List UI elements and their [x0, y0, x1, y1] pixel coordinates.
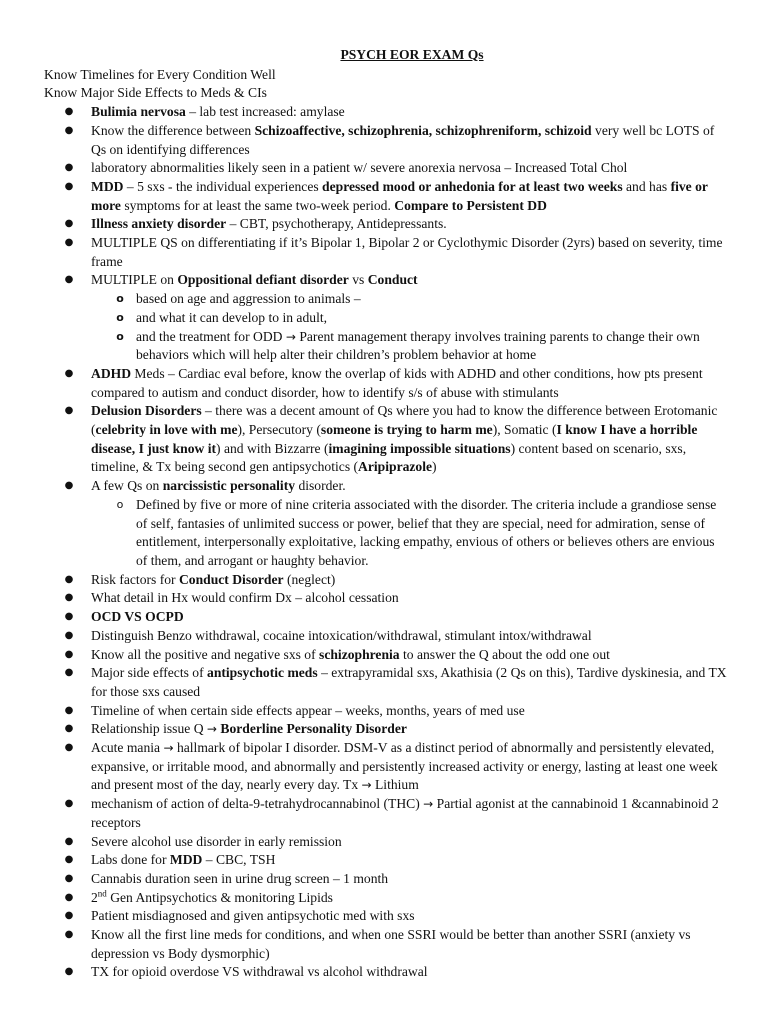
list-item: ● Know the difference between Schizoaffective, schizophrenia, schizophreniform, schizoid very well bc LOTS of Qs on identifying differences: [64, 122, 715, 157]
list-item: ● Labs done for MDD – CBC, TSH: [44, 851, 728, 870]
sub-list-item: o and what it can develop to in adult,: [91, 309, 728, 328]
sub-bullet-icon: o: [116, 310, 124, 324]
bullet-icon: ●: [64, 611, 74, 623]
bullet-icon: ●: [64, 723, 74, 735]
bullet-icon: ●: [64, 667, 74, 679]
sub-list-item: o and the treatment for ODD → Parent management therapy involves training parents to change their own behaviors which will help alter their children’s problem behavior at home: [91, 328, 728, 365]
bullet-icon: ●: [64, 704, 74, 716]
bullet-icon: ●: [64, 162, 74, 174]
arrow-icon: →: [285, 329, 296, 344]
sub-bullet-icon: o: [116, 292, 124, 306]
intro-line: Know Major Side Effects to Meds & CIs: [44, 85, 267, 101]
list-item: ● Patient misdiagnosed and given antipsychotic med with sxs: [44, 907, 728, 926]
list-item: ● laboratory abnormalities likely seen in a patient w/ severe anorexia nervosa – Increased Total Chol: [44, 159, 728, 178]
bullet-icon: ●: [64, 929, 74, 941]
bullet-icon: ●: [64, 742, 74, 754]
list-item: ● What detail in Hx would confirm Dx – alcohol cessation: [44, 589, 728, 608]
bullet-icon: ●: [64, 872, 74, 884]
bullet-icon: ●: [64, 218, 74, 230]
list-item: ● ADHD Meds – Cardiac eval before, know the overlap of kids with ADHD and other conditions, how pts present compared to autism and conduct disorder, how to identify s/s of abuse with stimulants: [64, 365, 703, 400]
list-item: ● Distinguish Benzo withdrawal, cocaine intoxication/withdrawal, stimulant intox/withdrawal: [44, 627, 728, 646]
document-title: PSYCH EOR EXAM Qs: [340, 47, 484, 62]
bullet-icon: ●: [64, 891, 74, 903]
bullet-icon: ●: [64, 573, 74, 585]
list-item: ● Risk factors for Conduct Disorder (neglect): [44, 571, 728, 590]
list-item: ● A few Qs on narcissistic personality disorder. o Defined by five or more of nine criteria associated with the disorder. The criteria include a grandiose sense of self, fantasies of unlimited success or power, belief that they are special, need for admiration, sense of entitlement, interpersonally exploitative, lacking empathy, envious of others or believes others are envious of them, and arrogant or haughty behavior.: [44, 477, 728, 571]
bullet-icon: ●: [64, 367, 74, 379]
arrow-icon: →: [163, 741, 174, 756]
exam-topics-list: [44, 103, 728, 982]
list-item: ● Cannabis duration seen in urine drug screen – 1 month: [44, 870, 728, 889]
arrow-icon: →: [206, 722, 217, 737]
sub-bullet-icon: o: [116, 329, 124, 343]
list-item: ● Severe alcohol use disorder in early remission: [44, 833, 728, 852]
bullet-icon: ●: [64, 106, 74, 118]
bullet-icon: ●: [64, 854, 74, 866]
list-item: ● Major side effects of antipsychotic meds – extrapyramidal sxs, Akathisia (2 Qs on this), Tardive dyskinesia, and TX for those sxs caused: [64, 665, 727, 699]
sub-list: [91, 496, 728, 571]
list-item: ● Timeline of when certain side effects appear – weeks, months, years of med use: [44, 702, 728, 721]
sub-list: [91, 290, 728, 365]
bullet-icon: ●: [64, 966, 74, 978]
list-item: ● MULTIPLE QS on differentiating if it’s Bipolar 1, Bipolar 2 or Cyclothymic Disorder (2yrs) based on severity, time frame: [64, 235, 723, 269]
list-item: ● TX for opioid overdose VS withdrawal vs alcohol withdrawal: [44, 963, 728, 982]
list-item: ● Relationship issue Q → Borderline Personality Disorder: [44, 720, 728, 739]
list-item: ● MULTIPLE on Oppositional defiant disorder vs Conduct o based on age and aggression to animals – o and what it can develop to in adult, o and the treatment for ODD → Parent management therapy involves training parents to change their own behaviors which will help alter their children’s problem behavior at home: [44, 271, 728, 365]
intro-line: Know Timelines for Every Condition Well: [44, 66, 276, 82]
bullet-icon: ●: [64, 180, 74, 192]
list-item: ● OCD VS OCPD: [44, 608, 728, 627]
bullet-icon: ●: [64, 405, 74, 417]
bullet-icon: ●: [64, 592, 74, 604]
list-item: ● Know all the positive and negative sxs of schizophrenia to answer the Q about the odd one out: [44, 646, 728, 665]
sub-list-item: o based on age and aggression to animals –: [91, 290, 728, 309]
bullet-icon: ●: [64, 274, 74, 286]
bullet-icon: ●: [64, 124, 74, 136]
bullet-icon: ●: [64, 237, 74, 249]
arrow-icon: →: [361, 778, 372, 793]
list-item: ● Know all the first line meds for conditions, and when one SSRI would be better than another SSRI (anxiety vs depression vs Body dysmorphic): [64, 927, 691, 961]
list-item: ● 2nd Gen Antipsychotics & monitoring Lipids: [44, 889, 728, 908]
list-item: ● Illness anxiety disorder – CBT, psychotherapy, Antidepressants.: [44, 215, 728, 234]
bullet-icon: ●: [64, 629, 74, 641]
list-item: ● Delusion Disorders – there was a decent amount of Qs where you had to know the difference between Erotomanic (celebrity in love with me), Persecutory (someone is trying to harm me), Somatic (I know I have a horrible disease, I just know it) and with Bizzarre (imagining impossible situations) content based on scenario, sxs, timeline, & Tx being second gen antipsychotics (Aripiprazole): [64, 403, 718, 475]
list-item: ● Bulimia nervosa – lab test increased: amylase: [44, 103, 728, 122]
list-item: ● Acute mania → hallmark of bipolar I disorder. DSM-V as a distinct period of abnormally and persistently elevated, expansive, or irritable mood, and abnormally and persistently increased activity or energy, lasting at least one week and present most of the day, nearly every day. Tx → Lithium: [64, 740, 718, 793]
arrow-icon: →: [423, 797, 434, 812]
bullet-icon: ●: [64, 910, 74, 922]
list-item: ● MDD – 5 sxs - the individual experiences depressed mood or anhedonia for at least two weeks and has five or more symptoms for at least the same two-week period. Compare to Persistent DD: [64, 178, 708, 213]
bullet-icon: ●: [64, 480, 74, 492]
sub-bullet-icon: o: [116, 497, 124, 511]
sub-list-item: o Defined by five or more of nine criteria associated with the disorder. The criteria include a grandiose sense of self, fantasies of unlimited success or power, belief that they are special, need for admiration, sense of entitlement, interpersonally exploitative, lacking empathy, envious of others or believes others are envious of them, and arrogant or haughty behavior.: [91, 496, 728, 571]
list-item: ● mechanism of action of delta-9-tetrahydrocannabinol (THC) → Partial agonist at the cannabinoid 1 &cannabinoid 2 receptors: [64, 796, 719, 830]
bullet-icon: ●: [64, 798, 74, 810]
bullet-icon: ●: [64, 648, 74, 660]
bullet-icon: ●: [64, 835, 74, 847]
